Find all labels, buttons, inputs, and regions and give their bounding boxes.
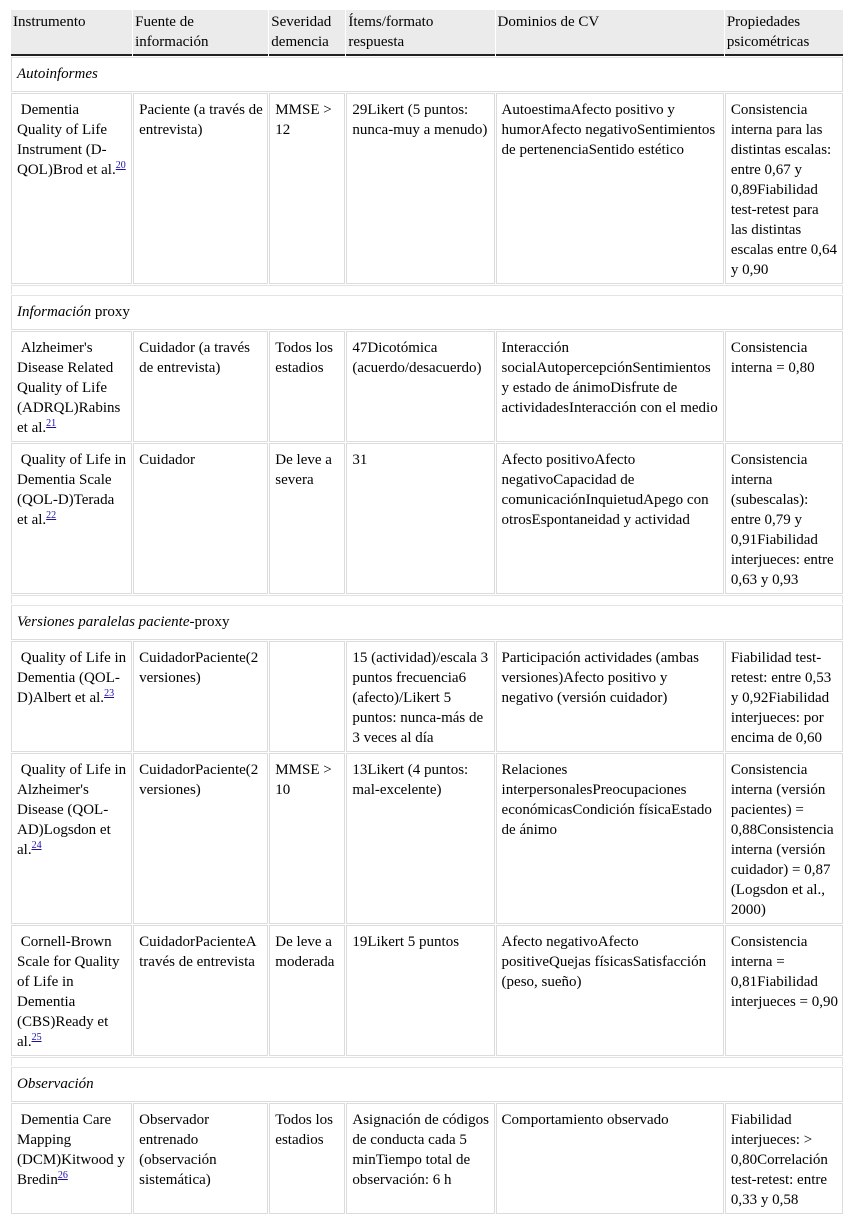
items-cell-text: 15 (actividad)/escala 3 puntos frecuencia6 (afecto)/Likert 5 puntos: nunca-más de 3 veces al día <box>352 650 489 746</box>
items-cell <box>346 641 494 752</box>
items-cell-text: Asignación de códigos de conducta cada 5 minTiempo total de observación: 6 h <box>352 1112 490 1188</box>
props-cell <box>725 443 843 594</box>
items-cell-text: 29Likert (5 puntos: nunca-muy a menudo) <box>352 102 488 138</box>
domains-cell-text: Afecto negativoAfecto positiveQuejas físicasSatisfacción (peso, sueño) <box>501 934 707 990</box>
section-header-row <box>11 57 843 92</box>
instrument-cell <box>11 925 132 1056</box>
section-title <box>11 605 843 640</box>
reference-link[interactable]: 21 <box>46 418 57 429</box>
props-cell-text: Consistencia interna para las distintas escalas: entre 0,67 y 0,89Fiabilidad test-retest para las distintas escalas entre 0,64 y 0,90 <box>730 102 838 278</box>
props-cell <box>725 753 843 924</box>
reference-link[interactable]: 23 <box>104 688 115 699</box>
domains-cell <box>496 93 724 284</box>
reference-link[interactable]: 22 <box>46 510 57 521</box>
severity-cell-text: De leve a severa <box>275 452 332 488</box>
source-cell <box>133 641 268 752</box>
props-cell-text: Fiabilidad test-retest: entre 0,53 y 0,92Fiabilidad interjueces: por encima de 0,60 <box>730 650 832 746</box>
instrument-cell <box>11 331 132 442</box>
section-spacer <box>11 285 843 294</box>
props-cell <box>725 1103 843 1214</box>
props-cell-text: Fiabilidad interjueces: > 0,80Correlación test-retest: entre 0,33 y 0,58 <box>730 1112 828 1208</box>
instrument-cell-text: Quality of Life in Alzheimer's Disease (QOL-AD)Logsdon et al. <box>17 762 127 858</box>
header-severidad: Severidad demencia <box>269 10 345 56</box>
items-cell <box>346 1103 494 1214</box>
section-title-italic: Información <box>17 304 92 320</box>
items-cell <box>346 331 494 442</box>
instrument-cell-text: Cornell-Brown Scale for Quality of Life in Dementia (CBS)Ready et al. <box>17 934 120 1050</box>
domains-cell-text: Interacción socialAutopercepciónSentimientos y estado de ánimoDisfrute de actividadesInteracción con el medio <box>501 340 718 416</box>
items-cell-text: 31 <box>352 452 368 468</box>
severity-cell <box>269 1103 345 1214</box>
items-cell <box>346 93 494 284</box>
props-cell-text: Consistencia interna = 0,81Fiabilidad interjueces = 0,90 <box>730 934 838 1010</box>
source-cell-text: CuidadorPaciente(2 versiones) <box>139 762 259 798</box>
props-cell <box>725 93 843 284</box>
header-fuente: Fuente de información <box>133 10 268 56</box>
props-cell-text: Consistencia interna = 0,80 <box>730 340 815 376</box>
domains-cell-text: Afecto positivoAfecto negativoCapacidad de comunicaciónInquietudApego con otrosEspontaneidad y actividad <box>501 452 709 528</box>
spacer-cell <box>11 1057 843 1066</box>
severity-cell-text: Todos los estadios <box>275 1112 334 1148</box>
items-cell <box>346 925 494 1056</box>
domains-cell-text: Participación actividades (ambas versiones)Afecto positivo y negativo (versión cuidador) <box>501 650 699 706</box>
source-cell <box>133 1103 268 1214</box>
section-title <box>11 1067 843 1102</box>
props-cell-text: Consistencia interna (versión pacientes) = 0,88Consistencia interna (versión cuidador) = 0,87 (Logsdon et al., 2000) <box>730 762 834 918</box>
props-cell <box>725 641 843 752</box>
source-cell <box>133 93 268 284</box>
items-cell <box>346 443 494 594</box>
domains-cell <box>496 753 724 924</box>
source-cell-text: CuidadorPaciente(2 versiones) <box>139 650 259 686</box>
source-cell-text: Observador entrenado (observación sistemática) <box>139 1112 217 1188</box>
spacer-cell <box>11 595 843 604</box>
instrument-cell-text: Quality of Life in Dementia (QOL-D)Albert et al. <box>17 650 127 706</box>
section-title-italic: Observación <box>17 1076 94 1092</box>
section-title <box>11 295 843 330</box>
header-dominios: Dominios de CV <box>496 10 724 56</box>
instrument-cell <box>11 443 132 594</box>
instrument-cell <box>11 93 132 284</box>
reference-link[interactable]: 26 <box>57 1170 68 1181</box>
domains-cell <box>496 641 724 752</box>
section-header-row <box>11 295 843 330</box>
header-row <box>11 10 843 56</box>
instrument-cell-text: Dementia Quality of Life Instrument (D-QOL)Brod et al. <box>17 102 116 178</box>
section-title-italic: Versiones paralelas paciente <box>17 614 190 630</box>
instrument-cell <box>11 753 132 924</box>
props-cell <box>725 331 843 442</box>
items-cell-text: 13Likert (4 puntos: mal-excelente) <box>352 762 469 798</box>
instrument-cell-text: Quality of Life in Dementia Scale (QOL-D)Terada et al. <box>17 452 127 528</box>
severity-cell-text: De leve a moderada <box>275 934 335 970</box>
spacer-cell <box>11 285 843 294</box>
table-body <box>11 57 843 1214</box>
section-spacer <box>11 1057 843 1066</box>
items-cell-text: 19Likert 5 puntos <box>352 934 460 950</box>
severity-cell <box>269 925 345 1056</box>
source-cell-text: Cuidador <box>139 452 195 468</box>
severity-cell <box>269 641 345 752</box>
severity-cell <box>269 331 345 442</box>
table-row <box>11 93 843 284</box>
instrument-cell <box>11 1103 132 1214</box>
reference-link[interactable]: 20 <box>115 160 126 171</box>
severity-cell-text: MMSE > 12 <box>275 102 332 138</box>
header-propiedades: Propiedades psicométricas <box>725 10 843 56</box>
severity-cell-text: Todos los estadios <box>275 340 334 376</box>
instrument-cell <box>11 641 132 752</box>
section-title <box>11 57 843 92</box>
table-row <box>11 443 843 594</box>
table-row <box>11 331 843 442</box>
header-items: Ítems/formato respuesta <box>346 10 494 56</box>
instrument-cell-text: Alzheimer's Disease Related Quality of Life (ADRQL)Rabins et al. <box>17 340 121 436</box>
section-header-row <box>11 605 843 640</box>
reference-link[interactable]: 25 <box>31 1032 42 1043</box>
domains-cell-text: AutoestimaAfecto positivo y humorAfecto negativoSentimientos de pertenenciaSentido estético <box>501 102 716 158</box>
reference-link[interactable]: 24 <box>31 840 42 851</box>
table-row <box>11 1103 843 1214</box>
header-instrumento: Instrumento <box>11 10 132 56</box>
props-cell <box>725 925 843 1056</box>
source-cell-text: Cuidador (a través de entrevista) <box>139 340 250 376</box>
source-cell <box>133 443 268 594</box>
domains-cell <box>496 443 724 594</box>
severity-cell <box>269 753 345 924</box>
domains-cell <box>496 925 724 1056</box>
source-cell <box>133 753 268 924</box>
table-row <box>11 753 843 924</box>
source-cell <box>133 331 268 442</box>
section-title-rest: -proxy <box>189 614 230 630</box>
instrument-cell-text: Dementia Care Mapping (DCM)Kitwood y Bredin <box>17 1112 125 1188</box>
severity-cell <box>269 93 345 284</box>
table-row <box>11 925 843 1056</box>
source-cell-text: CuidadorPacienteA través de entrevista <box>139 934 256 970</box>
section-header-row <box>11 1067 843 1102</box>
quality-of-life-instruments-table <box>10 9 844 1215</box>
table-row <box>11 641 843 752</box>
source-cell <box>133 925 268 1056</box>
severity-cell <box>269 443 345 594</box>
section-title-rest: proxy <box>91 304 130 320</box>
section-title-italic: Autoinformes <box>17 66 98 82</box>
domains-cell <box>496 331 724 442</box>
items-cell <box>346 753 494 924</box>
domains-cell <box>496 1103 724 1214</box>
domains-cell-text: Relaciones interpersonalesPreocupaciones económicasCondición físicaEstado de ánimo <box>501 762 712 838</box>
items-cell-text: 47Dicotómica (acuerdo/desacuerdo) <box>352 340 482 376</box>
props-cell-text: Consistencia interna (subescalas): entre 0,79 y 0,91Fiabilidad interjueces: entre 0,63 y 0,93 <box>730 452 834 588</box>
domains-cell-text: Comportamiento observado <box>501 1112 669 1128</box>
source-cell-text: Paciente (a través de entrevista) <box>139 102 263 138</box>
section-spacer <box>11 595 843 604</box>
severity-cell-text: MMSE > 10 <box>275 762 332 798</box>
